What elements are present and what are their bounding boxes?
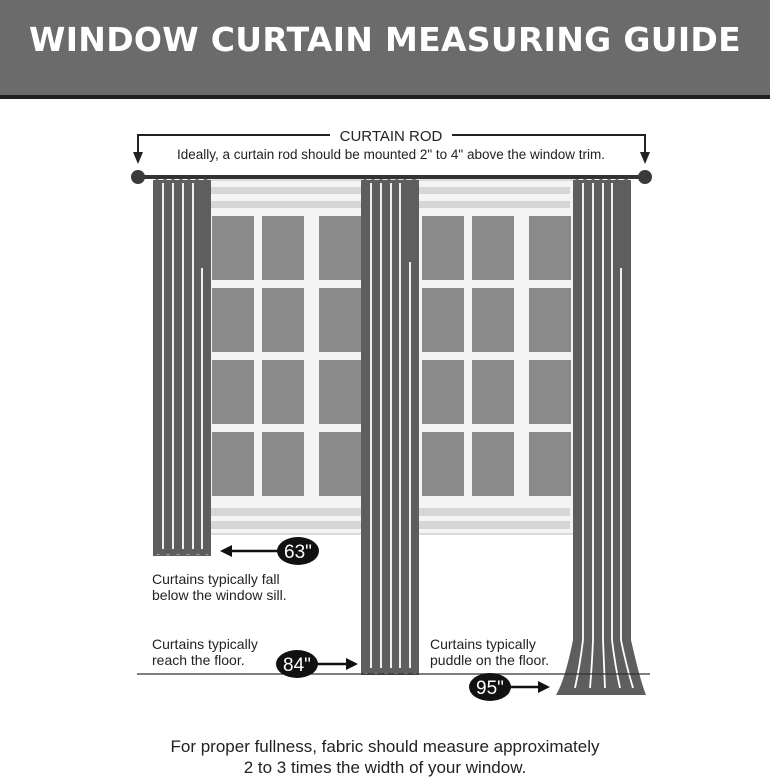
caption-floor-line1: Curtains typically [152, 636, 258, 652]
fullness-note-line1: For proper fullness, fabric should measure approximately [170, 737, 600, 756]
badge-63-label: 63" [284, 542, 312, 563]
window-pane [422, 432, 464, 496]
window-pane [472, 288, 514, 352]
window-pane [472, 360, 514, 424]
window-pane [262, 360, 304, 424]
window-pane [529, 216, 571, 280]
badge-95-label: 95" [476, 678, 504, 699]
fullness-note [0, 736, 770, 778]
caption-sill-line1: Curtains typically fall [152, 571, 280, 587]
window-pane [472, 432, 514, 496]
window-pane [529, 360, 571, 424]
page-title: WINDOW CURTAIN MEASURING GUIDE [29, 20, 741, 59]
window-pane [262, 432, 304, 496]
window-pane [319, 216, 361, 280]
window-pane [319, 288, 361, 352]
badge-84-label: 84" [283, 655, 311, 676]
caption-sill-line2: below the window sill. [152, 587, 287, 603]
window-pane [212, 432, 254, 496]
window-pane [529, 288, 571, 352]
window-pane [529, 432, 571, 496]
window-pane [212, 288, 254, 352]
badge-63 [220, 537, 319, 565]
window-pane [212, 216, 254, 280]
window-pane [319, 360, 361, 424]
rod-note: Ideally, a curtain rod should be mounted 2" to 4" above the window trim. [176, 147, 606, 162]
window-pane [319, 432, 361, 496]
window-pane [422, 288, 464, 352]
window-pane [262, 288, 304, 352]
rod-title: CURTAIN ROD [339, 128, 443, 145]
caption-puddle-line1: Curtains typically [430, 636, 536, 652]
window-pane [262, 216, 304, 280]
window-pane [212, 360, 254, 424]
caption-puddle-line2: puddle on the floor. [430, 652, 550, 668]
curtain-left [153, 179, 211, 556]
window-pane [422, 360, 464, 424]
caption-floor-line2: reach the floor. [152, 652, 245, 668]
window-pane [422, 216, 464, 280]
badge-95 [469, 673, 550, 701]
curtain-center [361, 179, 419, 675]
window-pane [472, 216, 514, 280]
fullness-note-line2: 2 to 3 times the width of your window. [243, 758, 527, 777]
